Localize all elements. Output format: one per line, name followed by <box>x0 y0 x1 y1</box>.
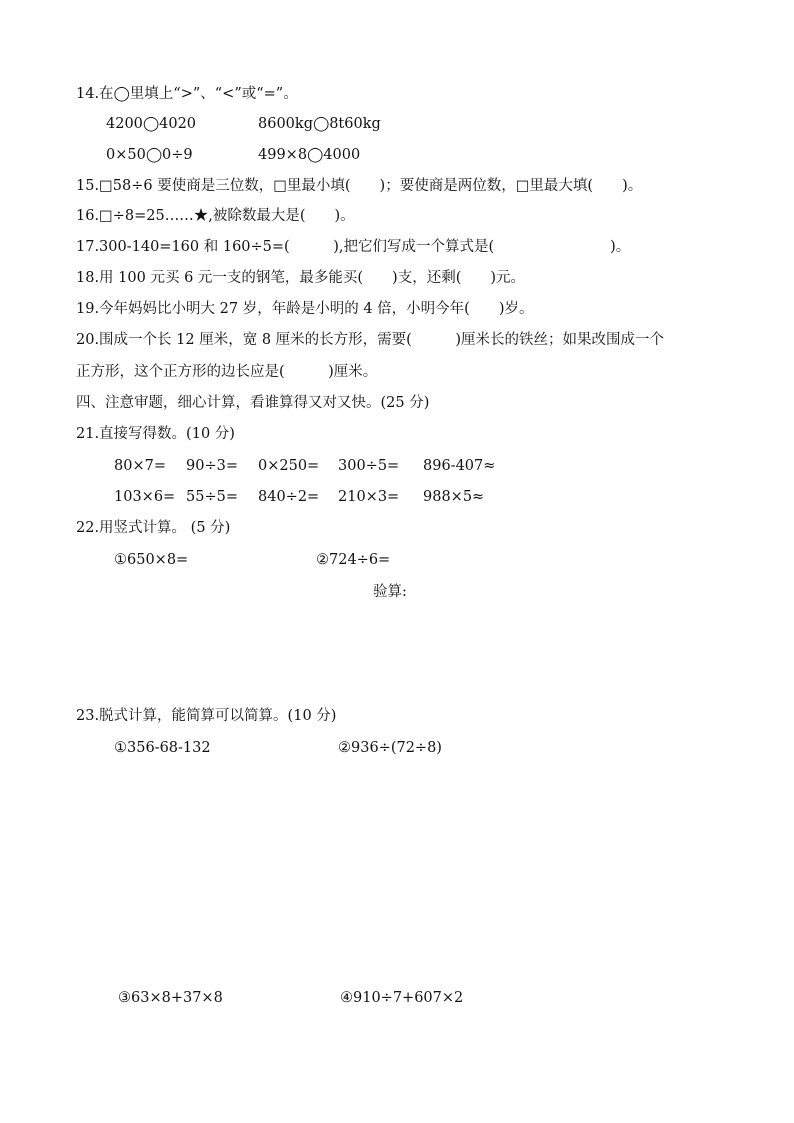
q21-row2-col2: 55÷5= <box>186 489 238 505</box>
section-heading: 四、注意审题，细心计算，看谁算得又对又快。(25 分) <box>76 395 430 411</box>
q21-row2-col1: 103×6= <box>114 489 176 505</box>
q22-item-2: ②724÷6= <box>316 552 391 568</box>
q23-item-4: ④910÷7+607×2 <box>340 990 464 1006</box>
q23-title: 23.脱式计算，能简算可以简算。(10 分) <box>76 708 337 724</box>
q17-text: 17.300-140=160 和 160÷5=( ),把它们写成一个算式是( )。 <box>76 239 631 255</box>
q19-text: 19.今年妈妈比小明大 27 岁，年龄是小明的 4 倍，小明今年( )岁。 <box>76 301 534 317</box>
q22-item-1: ①650×8= <box>114 552 189 568</box>
q16-text: 16.□÷8=25……★,被除数最大是( )。 <box>76 208 355 224</box>
q14-item-4: 499×8◯4000 <box>258 147 361 163</box>
q15-text: 15.□58÷6 要使商是三位数，□里最小填( )；要使商是两位数，□里最大填( )。 <box>76 178 643 194</box>
q21-title: 21.直接写得数。(10 分) <box>76 426 235 442</box>
q21-row1-col3: 0×250= <box>258 458 320 474</box>
q14-item-2: 8600kg◯8t60kg <box>258 116 381 132</box>
q14-item-1: 4200◯4020 <box>106 116 197 132</box>
q18-text: 18.用 100 元买 6 元一支的钢笔，最多能买( )支，还剩( )元。 <box>76 270 526 286</box>
q21-row2-col4: 210×3= <box>338 489 400 505</box>
q20-line-2: 正方形，这个正方形的边长应是( )厘米。 <box>76 364 378 380</box>
q14-title: 14.在◯里填上“>”、“<”或“=”。 <box>76 86 298 102</box>
q21-row1-col5: 896-407≈ <box>423 458 496 474</box>
q21-row2-col5: 988×5≈ <box>423 489 485 505</box>
q14-item-3: 0×50◯0÷9 <box>106 147 193 163</box>
q21-row1-col2: 90÷3= <box>186 458 238 474</box>
q22-check-label: 验算: <box>373 584 407 600</box>
q23-item-2: ②936÷(72÷8) <box>338 740 442 756</box>
q23-item-3: ③63×8+37×8 <box>118 990 223 1006</box>
q22-title: 22.用竖式计算。 (5 分) <box>76 520 231 536</box>
q21-row1-col4: 300÷5= <box>338 458 400 474</box>
q21-row2-col3: 840÷2= <box>258 489 320 505</box>
q21-row1-col1: 80×7= <box>114 458 166 474</box>
q20-line-1: 20.围成一个长 12 厘米，宽 8 厘米的长方形，需要( )厘米长的铁丝；如果改围成一个 <box>76 332 664 348</box>
q23-item-1: ①356-68-132 <box>114 740 211 756</box>
